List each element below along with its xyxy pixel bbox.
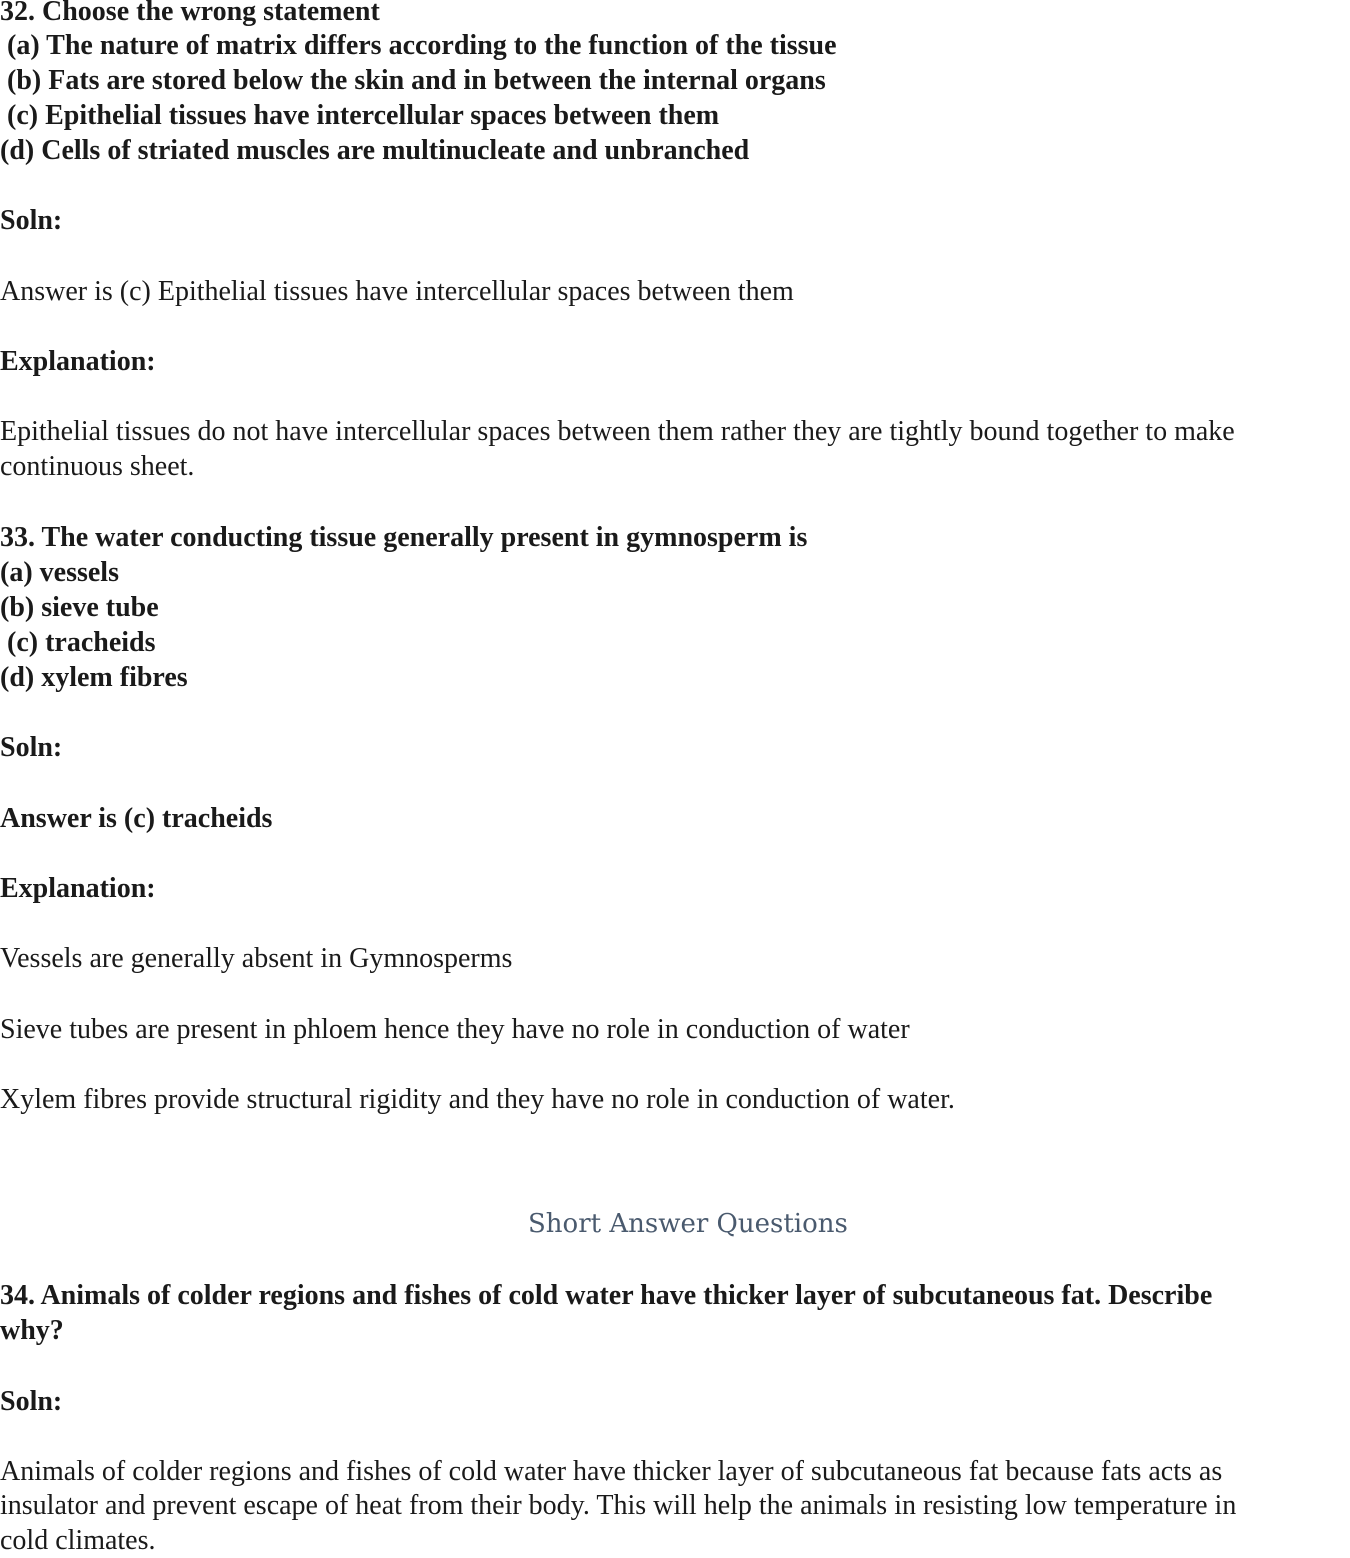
q33-explanation-line: Sieve tubes are present in phloem hence they have no role in conduction of water bbox=[0, 1014, 910, 1045]
q34-answer-line: Animals of colder regions and fishes of cold water have thicker layer of subcutaneous fat because fats acts as bbox=[0, 1456, 1223, 1487]
q32-title: 32. Choose the wrong statement bbox=[0, 0, 380, 27]
q33-title: 33. The water conducting tissue generally present in gymnosperm is bbox=[0, 522, 808, 553]
q33-explanation-label: Explanation: bbox=[0, 873, 156, 904]
q34-answer-line: cold climates. bbox=[0, 1525, 156, 1556]
q33-explanation-line: Xylem fibres provide structural rigidity and they have no role in conduction of water. bbox=[0, 1084, 955, 1115]
q33-option-d: (d) xylem fibres bbox=[0, 662, 188, 693]
section-heading: Short Answer Questions bbox=[528, 1209, 848, 1239]
q32-answer: Answer is (c) Epithelial tissues have intercellular spaces between them bbox=[0, 276, 794, 307]
q34-title: why? bbox=[0, 1315, 64, 1346]
q33-answer: Answer is (c) tracheids bbox=[0, 803, 273, 834]
q33-option-c: (c) tracheids bbox=[7, 627, 156, 658]
q33-soln-label: Soln: bbox=[0, 732, 63, 763]
q33-option-b: (b) sieve tube bbox=[0, 592, 159, 623]
q32-explanation-line: continuous sheet. bbox=[0, 451, 195, 482]
q32-explanation-line: Epithelial tissues do not have intercellular spaces between them rather they are tightly bound together to make bbox=[0, 416, 1235, 447]
q32-option-c: (c) Epithelial tissues have intercellular spaces between them bbox=[7, 100, 720, 131]
q32-soln-label: Soln: bbox=[0, 205, 63, 236]
q34-answer-line: insulator and prevent escape of heat from their body. This will help the animals in resisting low temperature in bbox=[0, 1490, 1237, 1521]
q33-option-a: (a) vessels bbox=[0, 557, 119, 588]
q33-explanation-line: Vessels are generally absent in Gymnosperms bbox=[0, 943, 513, 974]
q34-title: 34. Animals of colder regions and fishes of cold water have thicker layer of subcutaneous fat. Describe bbox=[0, 1280, 1213, 1311]
q32-option-b: (b) Fats are stored below the skin and in between the internal organs bbox=[7, 65, 826, 96]
q34-soln-label: Soln: bbox=[0, 1386, 63, 1417]
q32-option-a: (a) The nature of matrix differs according to the function of the tissue bbox=[7, 30, 837, 61]
q32-option-d: (d) Cells of striated muscles are multinucleate and unbranched bbox=[0, 135, 750, 166]
q32-explanation-label: Explanation: bbox=[0, 346, 156, 377]
